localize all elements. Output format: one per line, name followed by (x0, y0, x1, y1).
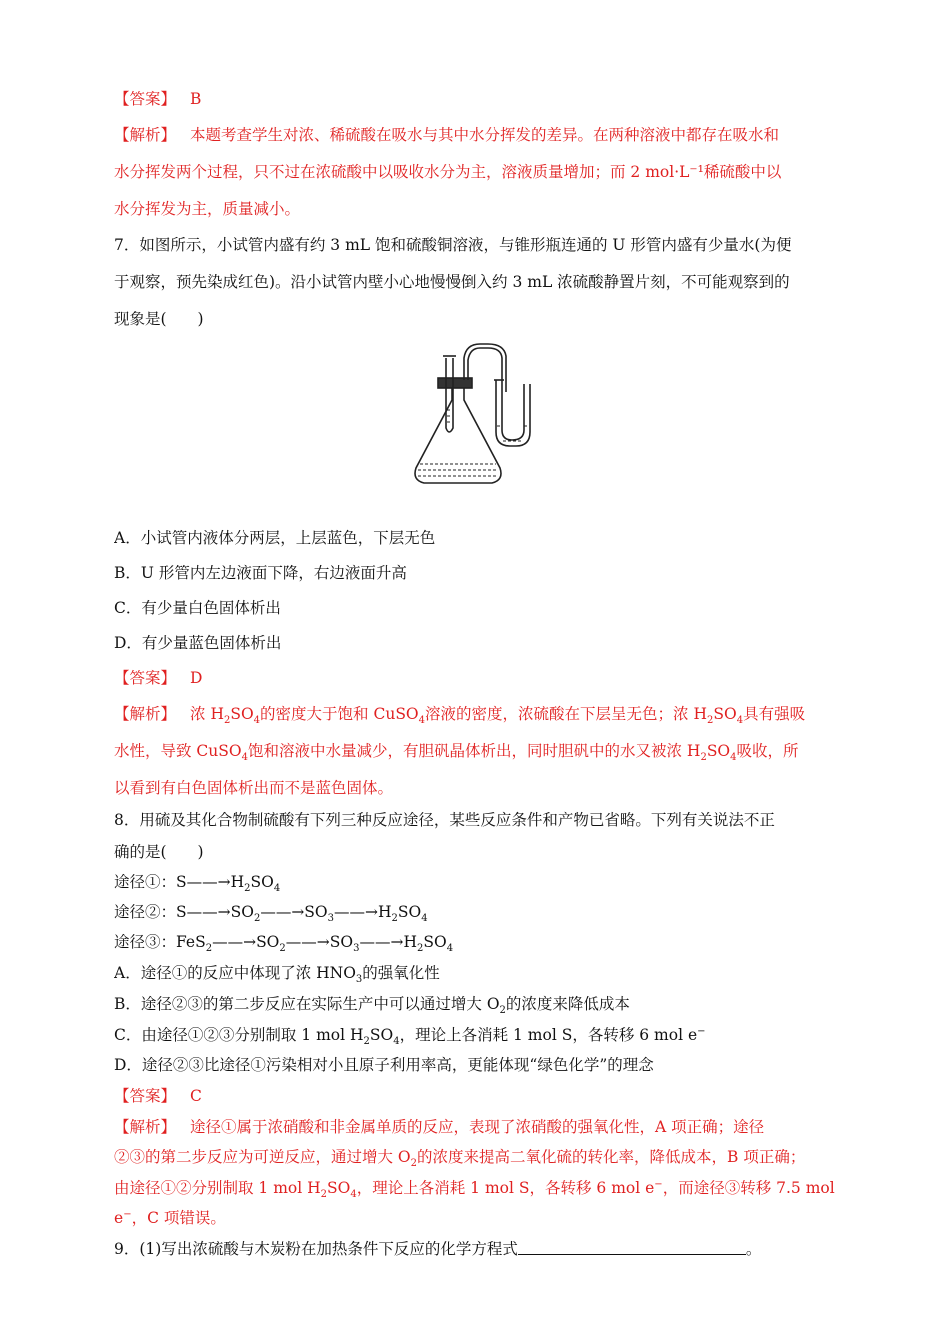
subscript: 2 (499, 1005, 506, 1014)
q8-option-c (114, 1025, 838, 1045)
subscript: 4 (241, 752, 248, 761)
subscript: 4 (421, 913, 428, 922)
answer-tag: 【答案】 (114, 90, 177, 108)
text: ，而途径③转移 7.5 mol (662, 1179, 835, 1197)
q8-analysis-line-4 (114, 1208, 838, 1228)
subscript: 3 (327, 913, 335, 922)
q8-analysis-line-2 (114, 1147, 838, 1167)
text: ——→H (359, 933, 417, 951)
text: 的浓度来降低成本 (505, 995, 630, 1013)
subscript: 4 (253, 715, 261, 724)
q6-answer-line (114, 89, 838, 109)
subscript: 2 (410, 1158, 418, 1167)
q6-analysis-line-3: 水分挥发为主，质量减小。 (114, 200, 301, 218)
analysis-tag: 【解析】 (114, 1118, 177, 1136)
subscript: 2 (253, 913, 261, 922)
q7-option-d: D．有少量蓝色固体析出 (114, 634, 282, 652)
answer-value: B (190, 90, 202, 108)
text: 。 (745, 1240, 762, 1258)
analysis-tag: 【解析】 (114, 705, 177, 723)
text: ，C 项错误。 (131, 1209, 226, 1227)
q7-answer-line (114, 668, 838, 688)
q6-analysis-line-2: 水分挥发两个过程，只不过在浓硫酸中以吸收水分为主，溶液质量增加；而 2 mol·L⁻¹稀硫酸中以 (114, 163, 782, 181)
q8-analysis-line-3 (114, 1178, 838, 1198)
text: 9．(1)写出浓硫酸与木炭粉在加热条件下反应的化学方程式 (114, 1240, 518, 1258)
text: 溶液的密度，浓硫酸在下层呈无色；浓 H (425, 705, 707, 723)
subscript: 4 (736, 715, 744, 724)
q7-stem-line-1: 7．如图所示，小试管内盛有约 3 mL 饱和硫酸铜溶液，与锥形瓶连通的 U 形管内盛有少量水(为便 (114, 236, 792, 254)
text: e (114, 1209, 124, 1227)
text: SO (369, 1026, 394, 1044)
subscript: 4 (393, 1036, 400, 1045)
subscript: 3 (353, 943, 360, 952)
q7-option-b: B．U 形管内左边液面下降，右边液面升高 (114, 564, 407, 582)
text: SO (397, 903, 422, 921)
q8-option-a (114, 963, 838, 983)
text: ——→SO (260, 903, 328, 921)
q7-option-c: C．有少量白色固体析出 (114, 599, 281, 617)
subscript: 2 (700, 752, 707, 761)
text: SO (327, 1179, 351, 1197)
subscript: 2 (205, 943, 213, 952)
subscript: 2 (417, 943, 424, 952)
text: ——→SO (285, 933, 354, 951)
answer-blank[interactable] (518, 1240, 746, 1255)
q8-route-3 (114, 932, 838, 952)
subscript: 2 (363, 1036, 370, 1045)
subscript: 2 (279, 943, 286, 952)
analysis-text: 本题考查学生对浓、稀硫酸在吸水与其中水分挥发的差异。在两种溶液中都存在吸水和 (190, 126, 780, 144)
q7-analysis-line-3: 以看到有白色固体析出而不是蓝色固体。 (114, 779, 394, 797)
superscript: − (697, 1025, 706, 1037)
subscript: 2 (706, 715, 714, 724)
subscript: 2 (223, 715, 231, 724)
subscript: 4 (273, 883, 281, 892)
text: ②③的第二步反应为可逆反应，通过增大 O (114, 1148, 411, 1166)
q8-stem-line-1: 8．用硫及其化合物制硫酸有下列三种反应途径，某些反应条件和产物已省略。下列有关说法不正 (114, 811, 775, 829)
answer-value: C (190, 1087, 202, 1105)
analysis-tag: 【解析】 (114, 126, 177, 144)
text: 的强氧化性 (362, 964, 440, 982)
text: SO (713, 705, 737, 723)
text: 的密度大于饱和 CuSO (260, 705, 419, 723)
text: ——→H (334, 903, 392, 921)
subscript: 2 (391, 913, 398, 922)
text: B．途径②③的第二步反应在实际生产中可以通过增大 O (114, 995, 500, 1013)
q8-option-d: D．途径②③比途径①污染相对小且原子利用率高，更能体现“绿色化学”的理念 (114, 1056, 654, 1074)
subscript: 3 (355, 974, 363, 983)
text: SO (250, 873, 274, 891)
text: SO (230, 705, 254, 723)
text: 途径②：S——→SO (114, 903, 254, 921)
text: 途径③：FeS (114, 933, 206, 951)
superscript: − (123, 1208, 132, 1220)
q8-analysis-line-1 (114, 1117, 838, 1137)
text: 吸收，所 (736, 742, 799, 760)
text: 由途径①②分别制取 1 mol H (114, 1179, 321, 1197)
q8-route-1 (114, 872, 838, 892)
text: 水性，导致 CuSO (114, 742, 242, 760)
q8-option-b (114, 994, 838, 1014)
subscript: 4 (446, 943, 454, 952)
text: SO (423, 933, 447, 951)
apparatus-figure (408, 340, 548, 500)
q7-option-a: A．小试管内液体分两层，上层蓝色，下层无色 (114, 529, 436, 547)
q7-analysis-line-1 (114, 704, 838, 724)
subscript: 2 (244, 883, 251, 892)
subscript: 4 (350, 1189, 357, 1198)
answer-tag: 【答案】 (114, 1087, 177, 1105)
q8-route-2 (114, 902, 838, 922)
subscript: 4 (730, 752, 737, 761)
q7-stem-line-2: 于观察，预先染成红色)。沿小试管内壁小心地慢慢倒入约 3 mL 浓硫酸静置片刻，不可能观察到的 (114, 273, 790, 291)
subscript: 2 (320, 1189, 328, 1198)
q9-stem-line-1 (114, 1239, 838, 1259)
text: ，理论上各消耗 1 mol S，各转移 6 mol e (356, 1179, 655, 1197)
q7-stem-line-3: 现象是( ) (114, 310, 204, 328)
q6-analysis-line-1 (114, 125, 838, 145)
text: SO (706, 742, 731, 760)
text: ——→SO (212, 933, 280, 951)
q7-analysis-line-2 (114, 741, 838, 761)
q8-answer-line (114, 1086, 838, 1106)
text: 浓 H (190, 705, 224, 723)
text: 饱和溶液中水量减少，有胆矾晶体析出，同时胆矾中的水又被浓 H (247, 742, 701, 760)
text: 的浓度来提高二氧化硫的转化率，降低成本，B 项正确； (417, 1148, 806, 1166)
text: ，理论上各消耗 1 mol S，各转移 6 mol e (399, 1026, 698, 1044)
subscript: 4 (418, 715, 426, 724)
text: 具有强吸 (743, 705, 806, 723)
answer-value: D (190, 669, 203, 687)
superscript: − (654, 1178, 663, 1190)
q8-stem-line-2: 确的是( ) (114, 843, 204, 861)
answer-tag: 【答案】 (114, 669, 177, 687)
text: C．由途径①②③分别制取 1 mol H (114, 1026, 364, 1044)
text: A．途径①的反应中体现了浓 HNO (114, 964, 356, 982)
text: 途径①属于浓硝酸和非金属单质的反应，表现了浓硝酸的强氧化性，A 项正确；途径 (190, 1118, 765, 1136)
text: 途径①：S——→H (114, 873, 245, 891)
